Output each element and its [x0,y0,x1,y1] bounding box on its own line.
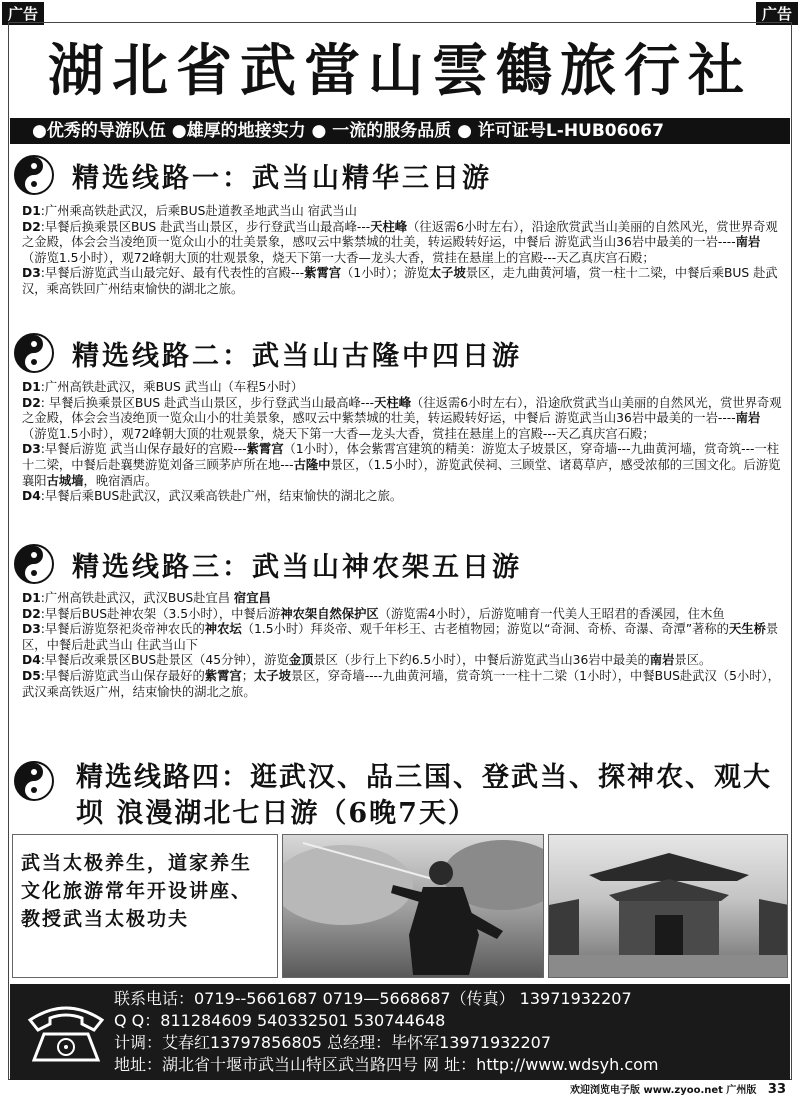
day-description: :早餐后BUS赴神农架（3.5小时），中餐后游 [40,606,281,621]
itinerary-day [22,220,784,267]
contact-phones: 联系电话：0719--5661687 0719—5668687（传真） 13971932207 [114,989,632,1008]
day-label: D1 [22,204,41,218]
highlight-attraction: 金顶 [288,653,314,668]
day-label: D3 [22,266,41,281]
day-description: （往返需6小时左右），沿途欣赏武当山美丽的自然风光，赏世界奇观之金殿，体会会当凌绝顶一览众山小的壮美景象，感叹云中紫禁城的壮美，转运殿转好运，中餐后 游览武当山36岩中最美的一岩---- [22,219,778,250]
yinyang-icon [14,333,54,373]
itinerary-day [22,607,784,623]
itinerary-day [22,591,784,607]
day-description: :广州乘高铁赴武汉，后乘BUS赴道教圣地武当山 宿武当山 [40,204,357,218]
ad-label-left: 广告 [2,2,44,25]
itinerary-day [22,396,784,443]
ad-label-right: 广告 [756,2,798,25]
contact-operators: 计调：艾春红13797856805 总经理：毕怀军13971932207 [114,1033,552,1052]
day-description: :广州高铁赴武汉，武汉BUS赴宜昌 [40,591,234,605]
itinerary-day [22,442,784,489]
highlight-attraction: 紫霄宫 [204,668,242,683]
day-description: 景区，中餐后赴武当山 住武当山下 [22,622,779,652]
day-description: 景区，（1.5小时），游览武侯祠、三顾堂、诸葛草庐，感受浓郁的三国文化。后游览襄阳 [22,457,781,488]
day-label: D2 [22,606,41,621]
highlight-attraction: 神农架自然保护区 [280,606,379,621]
contact-qq: Q Q：811284609 540332501 530744648 [114,1011,446,1030]
highlight-attraction: 紫霄宫 [246,442,284,457]
route-2-itinerary [22,380,784,505]
itinerary-day [22,380,784,396]
day-description: （往返需6小时左右），沿途欣赏武当山美丽的自然风光，赏世界奇观之金殿，体会会当凌绝顶一览众山小的壮美景象，感叹云中紫禁城的壮美，转运殿转好运，中餐后 游览武当山36岩中最美的一岩---- [22,395,782,426]
day-label: D5 [22,668,41,683]
highlight-attraction: 天柱峰 [374,395,412,410]
contact-bar [10,984,790,1080]
contact-address: 地址：湖北省十堰市武当山特区武当路四号 网 址：http://www.wdsyh.com [114,1055,659,1074]
route-3-title: 精选线路三：武当山神农架五日游 [72,551,522,583]
highlight-attraction: 太子坡 [254,668,291,683]
day-description: :早餐后换乘景区BUS 赴武当山景区，步行登武当山最高峰--- [40,219,371,234]
day-label: D3 [22,622,41,637]
yinyang-icon [14,155,54,195]
route-1-title: 精选线路一：武当山精华三日游 [72,162,492,194]
route-2-header [14,332,522,374]
yinyang-icon [14,544,54,584]
highlight-attraction: 南岩 [735,411,761,426]
route-1-header [14,154,492,196]
route-2-title: 精选线路二：武当山古隆中四日游 [72,340,522,372]
highlight-attraction: 天柱峰 [370,219,408,234]
day-description: : 早餐后换乘景区BUS 赴武当山景区，步行登武当山最高峰--- [40,395,375,410]
day-description: （1小时），体会紫霄宫建筑的精美：游览太子坡景区，穿奇墙---九曲黄河墙，赏奇筑---一柱十二梁，中餐后赴襄樊游览刘备三顾茅庐所在地--- [22,442,780,472]
highlight-attraction: 天生桥 [728,622,766,637]
day-description: 景区。 [674,653,712,668]
day-label: D2 [22,219,41,234]
itinerary-day [22,622,784,653]
day-description: （游览1.5小时），观72峰朝大顶的壮观景象，烧天下第一大香—龙头大香，赏挂在悬崖上的宫殿---天乙真庆宫石殿； [22,250,655,265]
yinyang-icon [14,761,54,801]
day-description: （1.5小时）拜炎帝、观千年杉王、古老植物园；游览以“奇洞、奇桥、奇瀑、奇潭”著称的 [241,622,729,637]
day-description: 景区，走九曲黄河墙，赏一柱十二梁，中餐后乘BUS 赴武汉，乘高铁回广州结束愉快的湖北之旅。 [22,266,778,296]
highlight-attraction: 南岩 [649,653,675,668]
day-description: 景区，穿奇墙----九曲黄河墙，赏奇筑一一柱十二梁（1小时），中餐BUS赴武汉（5小时），武汉乘高铁返广州，结束愉快的湖北之旅。 [22,668,780,699]
day-description: 景区（步行上下约6.5小时），中餐后游览武当山36岩中最美的 [313,653,650,668]
footer-text: 欢迎浏览电子版 www.zyoo.net 广州版 [570,1085,757,1096]
highlight-attraction: 南岩 [735,235,761,250]
day-description: :早餐后游览祭祀炎帝神农氏的 [40,622,205,637]
route-1-itinerary [22,204,784,298]
page-number: 33 [767,1082,786,1097]
tagline-bar: ●优秀的导游队伍 ●雄厚的地接实力 ● 一流的服务品质 ● 许可证号L-HUB06067 [10,118,790,144]
agency-title: 湖北省武當山雲鶴旅行社 [48,38,752,104]
day-label: D3 [22,442,41,457]
day-description: :早餐后游览武当山最完好、最有代表性的宫殿--- [40,266,305,281]
day-label: D1 [22,380,41,394]
route-4-title: 精选线路四：逛武汉、品三国、登武当、探神农、观大坝 浪漫湖北七日游（6晚7天） [76,762,772,829]
itinerary-day [22,204,784,220]
temple-illustration [549,835,788,978]
highlight-attraction: 古城墙 [46,473,84,488]
day-description: （游览1.5小时），观72峰朝大顶的壮观景象，烧天下第一大香—龙头大香，赏挂在悬崖上的宫殿---天乙真庆宫石殿； [22,426,655,441]
highlight-attraction: 神农坛 [204,622,242,637]
day-description: （游览需4小时），后游览哺育一代美人王昭君的香溪园，住木鱼 [378,606,725,621]
day-label: D4 [22,653,41,668]
highlight-attraction: 古隆中 [293,457,331,472]
route-4-header [14,760,54,802]
day-label: D2 [22,395,41,410]
kungfu-master-illustration [283,835,544,978]
day-description: :早餐后游览 武当山保存最好的宫殿--- [40,442,247,457]
day-label: D4 [22,489,41,504]
day-description: :早餐后乘BUS赴武汉，武汉乘高铁赴广州，结束愉快的湖北之旅。 [40,489,403,504]
day-description: :早餐后改乘景区BUS赴景区（45分钟），游览 [40,653,289,668]
route-3-itinerary [22,591,784,700]
highlight-attraction: 宿宜昌 [233,591,271,605]
telephone-icon [24,1000,108,1064]
route-3-header [14,543,522,585]
itinerary-day [22,489,784,505]
temple-photo [548,834,788,978]
itinerary-day [22,266,784,297]
kungfu-photo [282,834,544,978]
day-label: D1 [22,591,41,605]
page-footer [10,1082,790,1098]
day-description: ，晚宿酒店。 [83,473,158,488]
day-description: :广州高铁赴武汉，乘BUS 武当山（车程5小时） [40,380,304,394]
highlight-attraction: 太子坡 [428,266,466,281]
itinerary-day [22,669,784,700]
day-description: :早餐后游览武当山保存最好的 [40,668,205,683]
photo-strip [10,832,790,980]
highlight-attraction: 紫霄宫 [304,266,342,281]
itinerary-day [22,653,784,669]
day-description: （1小时）；游览 [341,266,429,281]
day-description: ； [241,668,254,683]
taiji-caption: 武当太极养生，道家养生文化旅游常年开设讲座、教授武当太极功夫 [12,834,278,978]
